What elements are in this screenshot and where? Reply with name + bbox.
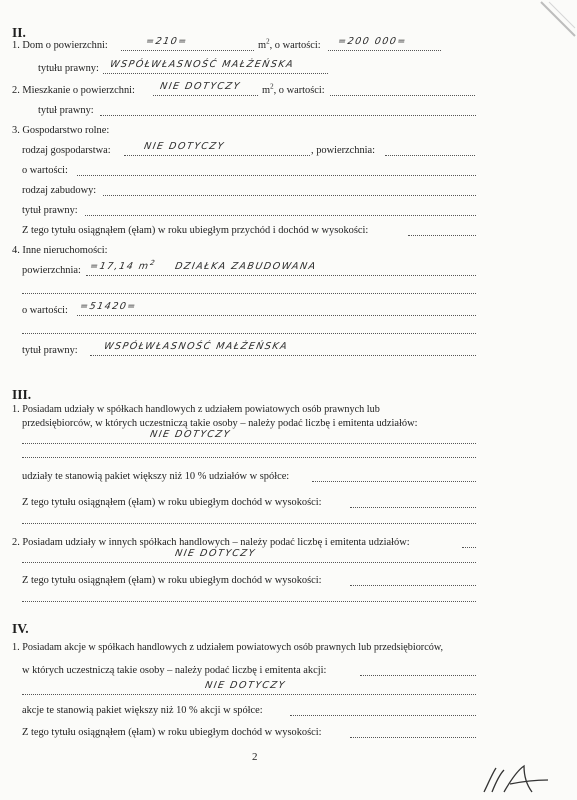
- mieszkanie-label: 2. Mieszkanie o powierzchni:: [12, 85, 135, 96]
- mieszkanie-value-field[interactable]: [330, 95, 475, 96]
- inne-powierzchnia-field[interactable]: [86, 275, 476, 276]
- s3-p1-field[interactable]: [22, 443, 476, 444]
- s3-dochod2-field[interactable]: [350, 585, 476, 586]
- dom-value-field[interactable]: [328, 50, 441, 51]
- inne-wartosc-field-2[interactable]: [22, 333, 476, 334]
- s3-p1-field-2[interactable]: [22, 457, 476, 458]
- dom-value-value: =200 000=: [337, 36, 408, 47]
- section-4-heading: IV.: [12, 621, 29, 636]
- s3-dochod1-label: Z tego tytułu osiągnąłem (ęłam) w roku ubiegłym dochód w wysokości:: [22, 497, 322, 508]
- gosp-wartosc-field[interactable]: [77, 175, 476, 176]
- s4-dochod-field[interactable]: [350, 737, 476, 738]
- s3-p2-value: NIE DOTYCZY: [174, 548, 257, 559]
- inne-powierzchnia-field-2[interactable]: [22, 293, 476, 294]
- s3-p2-line: 2. Posiadam udziały w innych spółkach handlowych – należy podać liczbę i emitenta udziałów:: [12, 537, 410, 548]
- dom-area-field[interactable]: [121, 50, 254, 51]
- s4-p1-line2: w których uczestniczą takie osoby – należy podać liczbę i emitenta akcji:: [22, 665, 327, 676]
- inne-title-value: WSPÓŁWŁASNOŚĆ MAŁŻEŃSKA: [103, 341, 290, 352]
- gosp-rodzaj-value: NIE DOTYCZY: [143, 141, 226, 152]
- s4-p1-value: NIE DOTYCZY: [204, 680, 287, 691]
- s4-p1-line1: 1. Posiadam akcje w spółkach handlowych z udziałem powiatowych osób prawnych lub przedsiębiorców,: [12, 642, 444, 653]
- mieszkanie-title-field[interactable]: [100, 115, 476, 116]
- section-2-heading: II.: [12, 25, 26, 40]
- s3-dochod1-field[interactable]: [350, 507, 476, 508]
- gosp-zabudowa-label: rodzaj zabudowy:: [22, 185, 97, 196]
- s4-p1-field-2[interactable]: [22, 694, 476, 695]
- inne-powierzchnia-label: powierzchnia:: [22, 265, 81, 276]
- dom-area-value: =210=: [145, 36, 189, 47]
- inne-wartosc-field[interactable]: [77, 315, 476, 316]
- inne-description-value: DZIAŁKA ZABUDOWANA: [174, 261, 318, 272]
- gosp-powierzchnia-label: , powierzchnia:: [311, 145, 376, 156]
- s3-p1-line2: przedsiębiorców, w których uczestniczą takie osoby – należy podać liczbę i emitenta udziałów:: [22, 418, 418, 429]
- signature-image: [478, 762, 558, 796]
- inne-wartosc-label: o wartości:: [22, 305, 68, 316]
- mieszkanie-title-label: tytuł prawny:: [38, 105, 94, 116]
- s3-pakiet-field[interactable]: [312, 481, 476, 482]
- gosp-dochod-label: Z tego tytułu osiągnąłem (ęłam) w roku ubiegłym przychód i dochód w wysokości:: [22, 225, 369, 236]
- inne-title-field[interactable]: [90, 355, 476, 356]
- m2-unit-label: $m^2$, o wartości:: [258, 37, 321, 51]
- gosp-zabudowa-field[interactable]: [103, 195, 476, 196]
- s3-p1-line1: 1. Posiadam udziały w spółkach handlowych z udziałem powiatowych osób prawnych lub: [12, 404, 380, 415]
- dom-title-label: tytułu prawny:: [38, 63, 99, 74]
- dom-title-field[interactable]: [103, 73, 328, 74]
- gosp-dochod-field[interactable]: [408, 235, 476, 236]
- gosp-title-label: tytuł prawny:: [22, 205, 78, 216]
- gosp-powierzchnia-field[interactable]: [385, 155, 475, 156]
- gosp-wartosc-label: o wartości:: [22, 165, 68, 176]
- dom-label: 1. Dom o powierzchni:: [12, 40, 108, 51]
- m2-unit-label-2: $m^2$, o wartości:: [262, 82, 325, 96]
- section-3-heading: III.: [12, 387, 32, 402]
- s4-dochod-label: Z tego tytułu osiągnąłem (ęłam) w roku ubiegłym dochód w wysokości:: [22, 727, 322, 738]
- page-number: 2: [252, 751, 258, 763]
- gosp-rodzaj-label: rodzaj gospodarstwa:: [22, 145, 111, 156]
- inne-label: 4. Inne nieruchomości:: [12, 245, 108, 256]
- s3-dochod2-field-2[interactable]: [22, 601, 476, 602]
- s3-pakiet-label: udziały te stanowią pakiet większy niż 10 % udziałów w spółce:: [22, 471, 290, 482]
- s4-p1-field[interactable]: [360, 675, 476, 676]
- s3-p1-value: NIE DOTYCZY: [149, 429, 232, 440]
- s3-dochod1-field-2[interactable]: [22, 523, 476, 524]
- s4-pakiet-field[interactable]: [290, 715, 476, 716]
- mieszkanie-area-field[interactable]: [153, 95, 258, 96]
- inne-title-label: tytuł prawny:: [22, 345, 78, 356]
- gospodarstwo-label: 3. Gospodarstwo rolne:: [12, 125, 110, 136]
- gosp-rodzaj-field[interactable]: [124, 155, 310, 156]
- staple-mark: [527, 0, 577, 50]
- inne-wartosc-value: =51420=: [79, 301, 138, 312]
- s3-p2-field-2[interactable]: [22, 562, 476, 563]
- s3-dochod2-label: Z tego tytułu osiągnąłem (ęłam) w roku ubiegłym dochód w wysokości:: [22, 575, 322, 586]
- gosp-title-field[interactable]: [85, 215, 476, 216]
- inne-area-value: =17,14 $m^2$: [89, 258, 157, 272]
- dom-title-value: WSPÓŁWŁASNOŚĆ MAŁŻEŃSKA: [109, 59, 296, 70]
- mieszkanie-area-value: NIE DOTYCZY: [159, 81, 242, 92]
- s3-p2-field[interactable]: [462, 547, 476, 548]
- s4-pakiet-label: akcje te stanowią pakiet większy niż 10 % akcji w spółce:: [22, 705, 263, 716]
